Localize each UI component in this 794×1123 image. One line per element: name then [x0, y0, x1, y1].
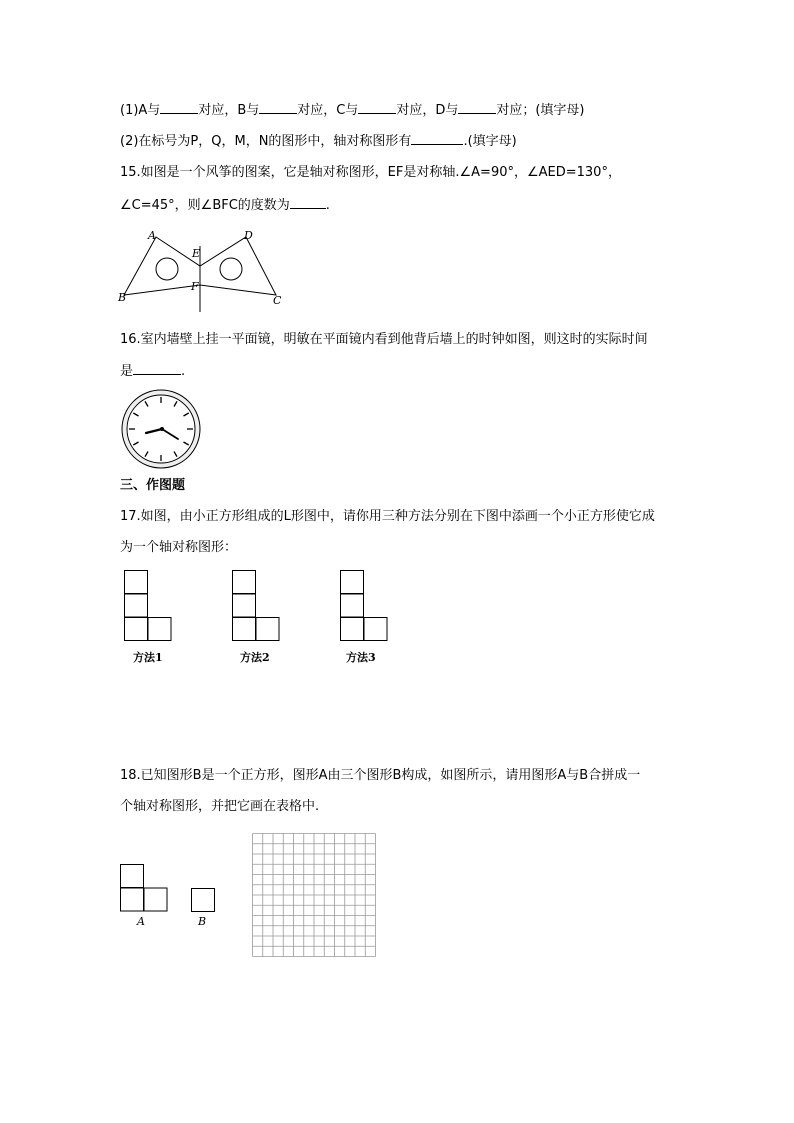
label-b: B — [118, 291, 127, 304]
l-shape-method-2[interactable] — [232, 570, 280, 642]
label-e: E — [192, 247, 201, 260]
q16-line2 — [120, 362, 185, 381]
answer-blank[interactable] — [160, 101, 198, 114]
label-a: A — [148, 229, 156, 242]
section-heading: 三、作图题 — [120, 478, 186, 493]
label-c: C — [273, 294, 282, 307]
label-shape-a: A — [137, 915, 145, 928]
answer-grid[interactable] — [252, 833, 376, 957]
caption-method-1: 方法1 — [133, 651, 163, 664]
q14-part1-text-a: (1)A与 — [120, 103, 161, 118]
kite-circle-right — [220, 258, 242, 280]
q16-line2-text: 是 — [120, 364, 134, 379]
q15-line2-text: ∠C=45°，则∠BFC的度数为 — [120, 198, 290, 213]
answer-blank[interactable] — [133, 362, 181, 375]
q18-line1: 18.已知图形B是一个正方形，图形A由三个图形B构成，如图所示，请用图形A与B合拼成一 — [120, 768, 641, 783]
caption-method-3: 方法3 — [346, 651, 376, 664]
label-d: D — [244, 229, 253, 242]
q15-line2-end: . — [325, 198, 330, 213]
answer-blank[interactable] — [358, 101, 396, 114]
q17-line1: 17.如图，由小正方形组成的L形图中，请你用三种方法分别在下图中添画一个小正方形使它成 — [120, 509, 655, 524]
q16-line1: 16.室内墙壁上挂一平面镜，明敏在平面镜内看到他背后墙上的时钟如图，则这时的实际时间 — [120, 332, 648, 347]
answer-blank[interactable] — [259, 101, 297, 114]
q14-part1-text-c: 对应，C与 — [297, 103, 359, 118]
label-f: F — [191, 280, 199, 293]
answer-blank[interactable] — [411, 132, 463, 145]
q14-part1-text-e: 对应；(填字母) — [496, 103, 585, 118]
q14-part1-text-d: 对应，D与 — [396, 103, 459, 118]
q14-part1-text-b: 对应，B与 — [198, 103, 260, 118]
kite-figure — [110, 226, 300, 312]
answer-blank[interactable] — [458, 101, 496, 114]
q14-part2-text-b: .(填字母) — [463, 134, 517, 149]
q14-part2 — [120, 132, 517, 151]
shape-a — [120, 864, 168, 926]
mirror-clock-figure — [120, 388, 202, 470]
answer-blank[interactable] — [290, 196, 326, 209]
q15-line2 — [120, 196, 330, 215]
q15-line1: 15.如图是一个风筝的图案，它是轴对称图形，EF是对称轴.∠A=90°，∠AED=130°， — [120, 165, 621, 180]
label-shape-b: B — [198, 915, 207, 928]
caption-method-2: 方法2 — [240, 651, 270, 664]
q14-part2-text-a: (2)在标号为P，Q，M，N的图形中，轴对称图形有 — [120, 134, 412, 149]
q18-line2: 个轴对称图形，并把它画在表格中. — [120, 799, 320, 814]
q16-line2-end: . — [181, 364, 186, 379]
l-shape-method-3[interactable] — [340, 570, 388, 642]
q14-part1 — [120, 101, 584, 120]
clock-center — [160, 427, 164, 431]
q17-line2: 为一个轴对称图形： — [120, 540, 238, 555]
l-shape-method-1[interactable] — [124, 570, 172, 642]
shape-b — [191, 888, 216, 926]
kite-circle-left — [156, 258, 178, 280]
